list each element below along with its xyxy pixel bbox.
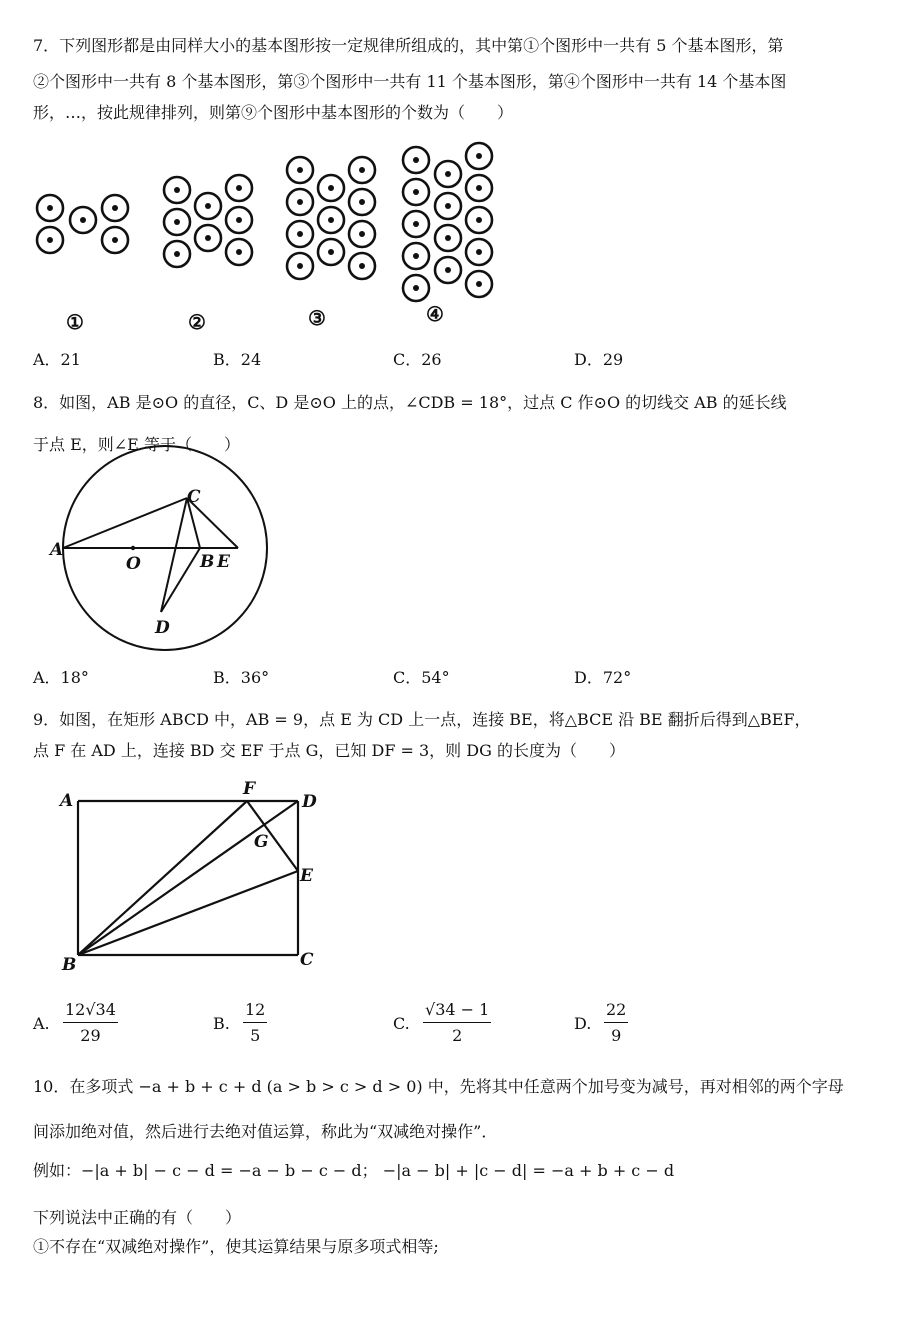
point-label-c: C [187, 487, 201, 507]
q7-stem-line3: 形，…，按此规律排列，则第⑨个图形中基本图形的个数为（ ） [33, 103, 514, 122]
q9-option-a-fraction[interactable] [63, 1002, 118, 1044]
q9-option-b-denominator: 5 [250, 1026, 261, 1045]
point-label-b: B [200, 552, 215, 572]
point-label-a: A [50, 540, 64, 560]
q10-prompt-line: 下列说法中正确的有（ ） [33, 1208, 242, 1227]
q7-option-d[interactable]: D．29 [574, 350, 624, 369]
point-label-f: F [243, 779, 256, 799]
point-label-d: D [302, 792, 317, 812]
figure-1-cells [37, 195, 128, 253]
q7-stem-line2: ②个图形中一共有 8 个基本图形，第③个图形中一共有 11 个基本图形，第④个图形中一共有 14 个基本图 [33, 72, 787, 91]
point-label-o: O [126, 554, 141, 574]
q7-option-a[interactable]: A．21 [33, 350, 81, 369]
center-point-o [131, 546, 135, 550]
point-label-b: B [62, 955, 77, 975]
q8-stem-line1: 8．如图，AB 是⊙O 的直径，C、D 是⊙O 上的点，∠CDB = 18°，过点 C 作⊙O 的切线交 AB 的延长线 [33, 393, 787, 412]
figure-label-4: ④ [426, 302, 444, 326]
line-cd [161, 498, 187, 612]
q9-option-d-denominator: 9 [611, 1026, 622, 1045]
q9-option-b-letter[interactable]: B. [213, 1014, 230, 1033]
figure-3-cells [287, 157, 375, 279]
q10-example-line: 例如：−|a + b| − c − d = −a − b − c − d； −|a − b| + |c − d| = −a + b + c − d [33, 1161, 675, 1180]
q9-option-c-numerator: √34 − 1 [423, 1002, 491, 1023]
figure-label-3: ③ [308, 306, 326, 330]
q8-stem-line2: 于点 E，则∠E 等于（ ） [33, 435, 240, 454]
line-ac [63, 498, 187, 548]
figure-label-2: ② [188, 310, 206, 334]
q9-option-d-letter[interactable]: D. [574, 1014, 592, 1033]
q9-option-a-numerator: 12√34 [63, 1002, 118, 1023]
q8-option-a[interactable]: A．18° [33, 668, 89, 687]
q8-option-c[interactable]: C．54° [393, 668, 450, 687]
q9-option-a-denominator: 29 [80, 1026, 101, 1045]
point-label-c: C [300, 950, 314, 970]
q9-option-b-fraction[interactable] [243, 1002, 267, 1044]
q8-circle-figure [40, 455, 300, 655]
q10-stem-line1: 10．在多项式 −a + b + c + d (a > b > c > d > 0) 中，先将其中任意两个加号变为减号，再对相邻的两个字母 [33, 1077, 844, 1096]
q9-option-d-numerator: 22 [604, 1002, 628, 1023]
figure-4-cells [403, 143, 492, 301]
q7-stem-line1: 7．下列图形都是由同样大小的基本图形按一定规律所组成的，其中第①个图形中一共有 5 个基本图形，第 [33, 36, 784, 55]
q7-option-c[interactable]: C．26 [393, 350, 442, 369]
point-label-e: E [300, 866, 313, 886]
q9-rectangle-figure [50, 780, 350, 980]
point-label-g: G [254, 832, 269, 852]
point-label-a: A [60, 791, 74, 811]
q9-option-c-fraction[interactable] [423, 1002, 491, 1044]
q8-option-b[interactable]: B．36° [213, 668, 270, 687]
q7-pattern-figure [0, 0, 900, 345]
q9-option-d-fraction[interactable] [604, 1002, 628, 1044]
point-label-d: D [155, 618, 170, 638]
line-be [78, 871, 298, 955]
q7-option-b[interactable]: B．24 [213, 350, 262, 369]
line-bf [78, 801, 247, 955]
point-label-e: E [217, 552, 230, 572]
figure-2-cells [164, 175, 252, 267]
q9-option-a-letter[interactable]: A. [33, 1014, 50, 1033]
q9-stem-line2: 点 F 在 AD 上，连接 BD 交 EF 于点 G，已知 DF = 3，则 DG 的长度为（ ） [33, 741, 625, 760]
q9-stem-line1: 9．如图，在矩形 ABCD 中，AB = 9，点 E 为 CD 上一点，连接 BE，将△BCE 沿 BE 翻折后得到△BEF， [33, 710, 811, 729]
q9-option-c-denominator: 2 [452, 1026, 463, 1045]
q10-statement-1: ①不存在“双减绝对操作”，使其运算结果与原多项式相等; [33, 1237, 439, 1256]
q9-option-b-numerator: 12 [243, 1002, 267, 1023]
figure-label-1: ① [66, 310, 84, 334]
q9-option-c-letter[interactable]: C. [393, 1014, 410, 1033]
line-db [161, 548, 200, 612]
q10-stem-line2: 间添加绝对值，然后进行去绝对值运算，称此为“双减绝对操作”． [33, 1122, 498, 1141]
q8-option-d[interactable]: D．72° [574, 668, 632, 687]
